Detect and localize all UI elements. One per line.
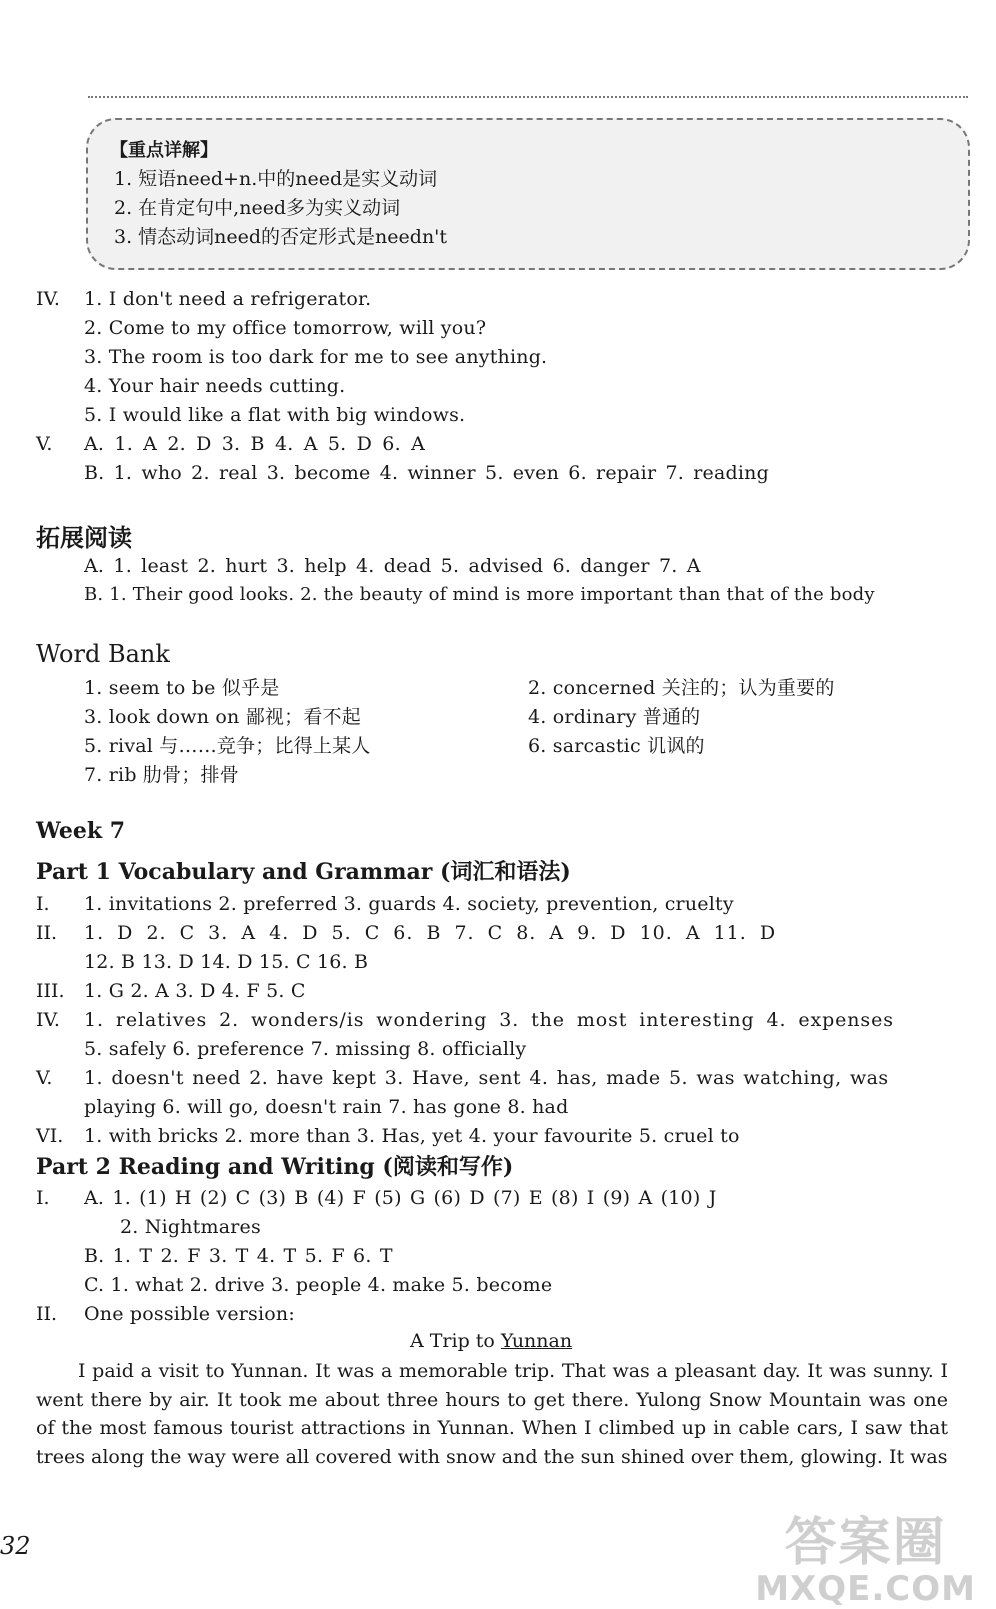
week-heading: Week 7 — [36, 818, 126, 844]
p1-v-line-1: 1. doesn't need 2. have kept 3. Have, sent 4. has, made 5. was watching, was — [84, 1067, 889, 1089]
p1-ii-line-1: 1. D 2. C 3. A 4. D 5. C 6. B 7. C 8. A 9. D 10. A 11. D — [84, 922, 777, 944]
key-points-title: 【重点详解】 — [110, 140, 218, 161]
p1-iv-label: IV. — [36, 1009, 60, 1031]
page-number: 32 — [0, 1532, 31, 1560]
essay-title-place: Yunnan — [500, 1330, 573, 1352]
extended-reading-heading: 拓展阅读 — [36, 524, 132, 552]
p1-v-line-2: playing 6. will go, doesn't rain 7. has gone 8. had — [84, 1096, 569, 1118]
p1-i-line: 1. invitations 2. preferred 3. guards 4. society, prevention, cruelty — [84, 893, 734, 915]
extended-reading-line-a: A. 1. least 2. hurt 3. help 4. dead 5. advised 6. danger 7. A — [84, 555, 701, 577]
word-bank-item-3: 3. look down on 鄙视；看不起 — [84, 706, 361, 728]
v-line-a: A. 1. A 2. D 3. B 4. A 5. D 6. A — [84, 433, 425, 455]
p1-i-label: I. — [36, 893, 50, 915]
word-bank-item-5: 5. rival 与……竞争；比得上某人 — [84, 735, 371, 757]
key-points-box — [86, 118, 970, 270]
section-iv-label: IV. — [36, 288, 60, 310]
p1-ii-label: II. — [36, 922, 58, 944]
p1-v-label: V. — [36, 1067, 53, 1089]
p2-i-label: I. — [36, 1187, 50, 1209]
key-point-1: 1. 短语need+n.中的need是实义动词 — [114, 168, 438, 190]
word-bank-item-2: 2. concerned 关注的；认为重要的 — [528, 677, 835, 699]
word-bank-item-7: 7. rib 肋骨；排骨 — [84, 764, 239, 786]
p1-vi-line: 1. with bricks 2. more than 3. Has, yet 4. your favourite 5. cruel to — [84, 1125, 740, 1147]
essay-body: I paid a visit to Yunnan. It was a memorable trip. That was a pleasant day. It was sunny. I went there by air. It took me about three hours to get there. Yulong Snow Mountain was one of the most famous tourist attractions in Yunnan. When I climbed up in cable cars, I saw that trees along the way were all covered with snow and the sun shined over them, glowing. It was — [36, 1360, 948, 1468]
p1-ii-line-2: 12. B 13. D 14. D 15. C 16. B — [84, 951, 369, 973]
p1-iv-line-1: 1. relatives 2. wonders/is wondering 3. the most interesting 4. expenses — [84, 1009, 894, 1031]
key-point-2: 2. 在肯定句中,need多为实义动词 — [114, 197, 401, 219]
iv-line-4: 4. Your hair needs cutting. — [84, 375, 346, 397]
p2-c-line: C. 1. what 2. drive 3. people 4. make 5. become — [84, 1274, 553, 1296]
iv-line-2: 2. Come to my office tomorrow, will you? — [84, 317, 487, 339]
part2-heading: Part 2 Reading and Writing (阅读和写作) — [36, 1154, 514, 1180]
watermark-bottom: MXQE.COM — [755, 1569, 976, 1609]
part1-heading: Part 1 Vocabulary and Grammar (词汇和语法) — [36, 859, 571, 885]
iv-line-1: 1. I don't need a refrigerator. — [84, 288, 372, 310]
p1-iv-line-2: 5. safely 6. preference 7. missing 8. officially — [84, 1038, 527, 1060]
iv-line-3: 3. The room is too dark for me to see anything. — [84, 346, 548, 368]
top-dotted-rule — [88, 96, 968, 98]
v-line-b: B. 1. who 2. real 3. become 4. winner 5. even 6. repair 7. reading — [84, 462, 769, 484]
key-point-3: 3. 情态动词need的否定形式是needn't — [114, 226, 448, 248]
watermark-logo — [755, 1500, 976, 1609]
word-bank-item-4: 4. ordinary 普通的 — [528, 706, 701, 728]
essay-title — [410, 1330, 572, 1352]
p1-iii-label: III. — [36, 980, 65, 1002]
section-v-label: V. — [36, 433, 53, 455]
watermark-top: 答案圈 — [784, 1513, 947, 1573]
essay-title-prefix: A Trip to — [410, 1330, 501, 1352]
p2-b-line: B. 1. T 2. F 3. T 4. T 5. F 6. T — [84, 1245, 393, 1267]
p1-vi-label: VI. — [36, 1125, 64, 1147]
iv-line-5: 5. I would like a flat with big windows. — [84, 404, 466, 426]
word-bank-item-1: 1. seem to be 似乎是 — [84, 677, 280, 699]
word-bank-item-6: 6. sarcastic 讥讽的 — [528, 735, 705, 757]
p2-ii-line: One possible version: — [84, 1303, 295, 1325]
p2-a2-line: 2. Nightmares — [120, 1216, 261, 1238]
p1-iii-line: 1. G 2. A 3. D 4. F 5. C — [84, 980, 306, 1002]
extended-reading-line-b: B. 1. Their good looks. 2. the beauty of mind is more important than that of the body — [84, 584, 875, 605]
p2-ii-label: II. — [36, 1303, 58, 1325]
word-bank-heading: Word Bank — [36, 640, 170, 668]
p2-a-line: A. 1. (1) H (2) C (3) B (4) F (5) G (6) D (7) E (8) I (9) A (10) J — [84, 1187, 717, 1209]
